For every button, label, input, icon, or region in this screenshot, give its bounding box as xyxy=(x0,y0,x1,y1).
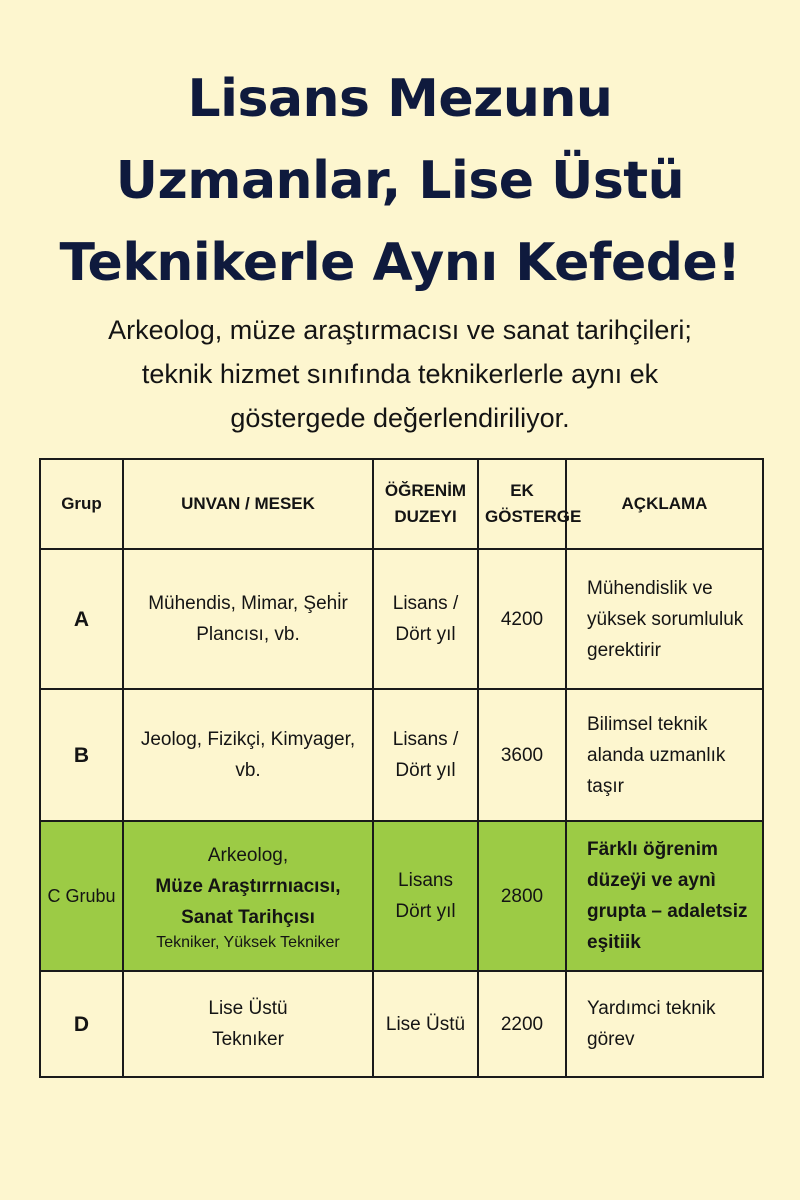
row-a-ogrenim-line-1: Lisans / xyxy=(392,593,459,614)
row-b-ogrenim-line-2: Dört yıl xyxy=(395,760,456,781)
row-c-ogrenim-line-2: Dört yıl xyxy=(395,901,456,922)
row-a-ek: 4200 xyxy=(478,549,566,689)
row-b-ogrenim-line-1: Lisans / xyxy=(392,729,459,750)
row-b-ogrenim xyxy=(373,689,478,821)
subheadline-line-2: teknik hizmet sınıfında teknikerlerle aynı ek xyxy=(141,359,659,389)
row-d-unvan-line-1: Lise Üstü xyxy=(208,998,288,1019)
header-aciklama: AÇKLAMA xyxy=(566,459,763,549)
row-a-aciklama-line-1: Mühendislik ve xyxy=(587,577,713,599)
table-row xyxy=(40,689,763,821)
header-ogrenim xyxy=(373,459,478,549)
table-header-row xyxy=(40,459,763,549)
row-c-aciklama-line-4: eşitiik xyxy=(587,932,641,953)
header-ek-gosterge xyxy=(478,459,582,549)
table-row-highlighted xyxy=(40,821,763,971)
row-b-ek: 3600 xyxy=(478,689,566,821)
row-a-unvan-line-1: Mühendis, Mimar, Şehi̇r xyxy=(148,593,348,614)
headline-line-2: Uzmanlar, Lise Üstü xyxy=(115,151,685,211)
row-d-unvan-line-2: Teknıker xyxy=(212,1029,284,1050)
subheadline-line-1: Arkeolog, müze araştırmacısı ve sanat tarihçileri; xyxy=(108,315,692,345)
row-b-aciklama xyxy=(566,689,763,821)
row-a-unvan-line-2: Plancısı, vb. xyxy=(196,624,300,645)
row-d-unvan xyxy=(123,971,373,1077)
row-c-aciklama xyxy=(566,821,763,971)
subheadline-line-3: göstergede değerlendiriliyor. xyxy=(230,403,570,433)
row-d-grup: D xyxy=(40,971,123,1077)
headline xyxy=(0,58,800,304)
row-b-unvan-line-1: Jeolog, Fizikçi, Kimyager, xyxy=(140,729,356,750)
row-c-ogrenim-line-1: Lisans xyxy=(398,870,453,891)
row-c-unvan-line-3: Sanat Tarihçısı xyxy=(181,906,315,928)
row-d-aciklama-line-1: Yardımci teknik xyxy=(587,998,716,1019)
row-c-grup: C Grubu xyxy=(40,821,123,971)
row-b-aciklama-line-2: alanda uzmanlık xyxy=(587,744,726,766)
header-unvan: UNVAN / MESEK xyxy=(123,459,373,549)
row-b-unvan-line-2: vb. xyxy=(235,760,261,781)
headline-line-3: Teknikerle Aynı Kefede! xyxy=(59,233,741,293)
row-c-aciklama-line-2: düzeÿi ve aynì xyxy=(587,870,716,891)
row-b-grup: B xyxy=(40,689,123,821)
row-b-aciklama-line-3: taşır xyxy=(587,775,624,797)
headline-line-1: Lisans Mezunu xyxy=(187,69,613,129)
subheadline xyxy=(0,308,800,440)
row-b-aciklama-line-1: Bilimsel teknik xyxy=(587,713,708,735)
header-ek-line-2: GÖSTERGE xyxy=(485,507,582,526)
row-c-unvan-line-1: Arkeolog, xyxy=(207,844,289,866)
row-a-aciklama-line-2: yüksek sorumluluk xyxy=(587,608,744,630)
row-c-ek: 2800 xyxy=(478,821,566,971)
row-c-unvan-line-4: Tekniker, Yüksek Tekniker xyxy=(156,933,340,951)
row-d-aciklama-line-2: görev xyxy=(587,1029,635,1050)
row-c-unvan xyxy=(123,821,373,971)
row-a-ogrenim-line-2: Dört yıl xyxy=(395,624,456,645)
row-b-unvan xyxy=(123,689,373,821)
header-ogrenim-line-2: DUZEYI xyxy=(394,507,457,526)
comparison-table xyxy=(39,458,764,1078)
row-d-ek: 2200 xyxy=(478,971,566,1077)
row-a-aciklama xyxy=(566,549,763,689)
row-c-unvan-line-2: Müze Araştırrnıacısı, xyxy=(155,875,341,897)
table-row xyxy=(40,549,763,689)
row-a-ogrenim xyxy=(373,549,478,689)
row-c-ogrenim xyxy=(373,821,478,971)
header-ek-line-1: EK xyxy=(510,481,534,500)
row-c-aciklama-line-3: grupta – adaletsiz xyxy=(587,901,748,922)
row-d-aciklama xyxy=(566,971,763,1077)
row-d-ogrenim: Lise Üstü xyxy=(373,971,478,1077)
header-grup: Grup xyxy=(40,459,123,549)
header-ogrenim-line-1: ÖĞRENİM xyxy=(384,481,467,500)
row-a-aciklama-line-3: gerektirir xyxy=(587,639,661,661)
row-a-unvan xyxy=(123,549,373,689)
row-c-aciklama-line-1: Färklı öğrenim xyxy=(587,839,718,860)
table-row xyxy=(40,971,763,1077)
row-a-grup: A xyxy=(40,549,123,689)
